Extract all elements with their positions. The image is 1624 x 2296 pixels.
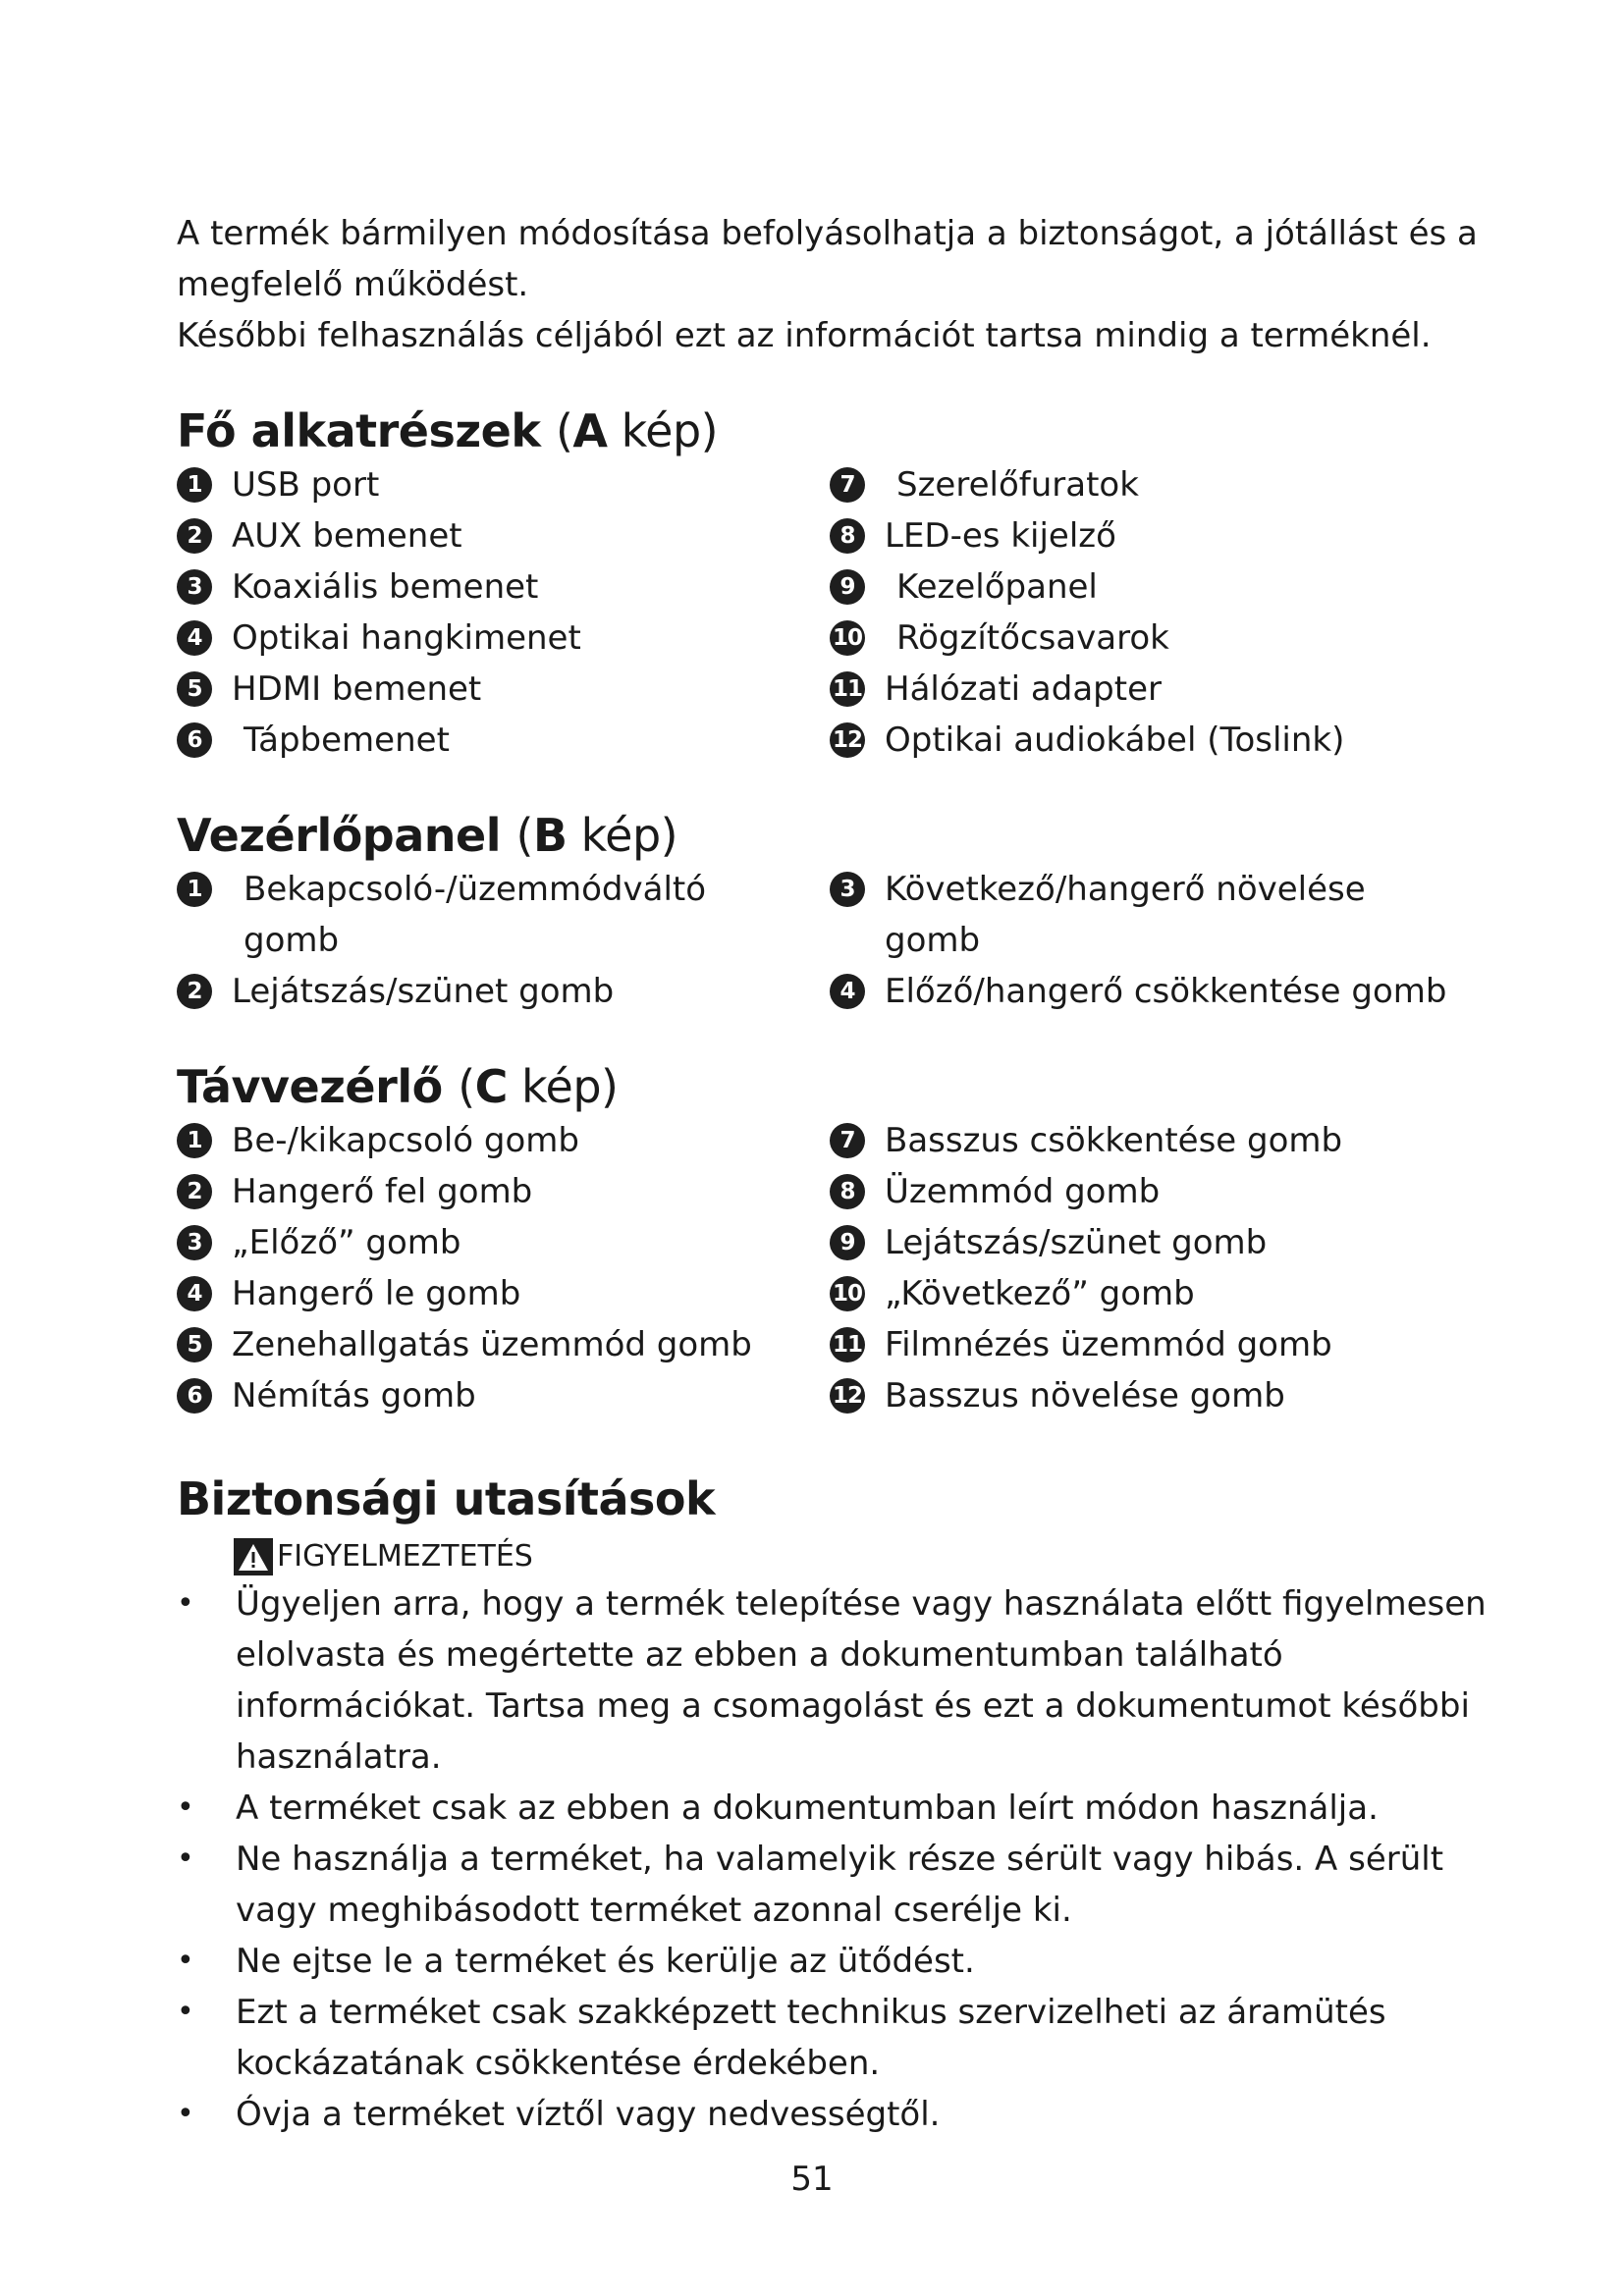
main-parts-title: Fő alkatrészek — [177, 404, 541, 457]
list-item — [830, 1115, 1483, 1166]
number-badge: 10 — [830, 620, 865, 656]
item-label: Némítás gomb — [232, 1376, 476, 1415]
list-item — [177, 1115, 830, 1166]
number-badge: 8 — [830, 1174, 865, 1209]
number-badge: 10 — [830, 1276, 865, 1311]
list-item — [177, 510, 830, 561]
item-label: Következő/hangerő növelése gomb — [885, 870, 1366, 960]
main-parts-title-rest: kép) — [607, 404, 719, 457]
list-item — [830, 1166, 1483, 1217]
item-label: Zenehallgatás üzemmód gomb — [232, 1325, 752, 1364]
list-item — [830, 1319, 1483, 1370]
remote-title-rest: kép) — [507, 1060, 619, 1113]
list-item — [177, 1217, 830, 1268]
number-badge: 2 — [177, 1174, 212, 1209]
safety-list — [177, 1578, 1487, 2140]
number-badge: 1 — [177, 872, 212, 907]
item-label: USB port — [232, 465, 380, 505]
page-number: 51 — [790, 2160, 834, 2199]
number-badge: 4 — [177, 620, 212, 656]
main-parts-left-column — [177, 459, 830, 766]
number-badge: 5 — [177, 1327, 212, 1362]
item-label: Kezelőpanel — [896, 567, 1098, 607]
intro-paragraph-1: A termék bármilyen módosítása befolyásolhatja a biztonságot, a jótállást és a megfelelő működést. — [177, 214, 1478, 304]
item-label: Rögzítőcsavarok — [896, 618, 1169, 658]
main-parts-letter: A — [572, 404, 608, 457]
remote-right-column — [830, 1115, 1483, 1421]
control-panel-title-rest: kép) — [567, 809, 678, 862]
item-label: Lejátszás/szünet gomb — [232, 972, 615, 1011]
list-item: • Ne ejtse le a terméket és kerülje az ütődést. — [177, 1936, 1492, 1987]
number-badge: 4 — [177, 1276, 212, 1311]
item-label: Bekapcsoló-/üzemmódváltó gomb — [244, 870, 707, 960]
item-label: LED-es kijelző — [885, 516, 1116, 556]
warning-icon — [234, 1538, 273, 1575]
list-item — [830, 459, 1483, 510]
list-item: • A terméket csak az ebben a dokumentumban leírt módon használja. — [177, 1783, 1492, 1834]
number-badge: 6 — [177, 722, 212, 758]
item-label: Tápbemenet — [244, 721, 450, 760]
item-label: Basszus csökkentése gomb — [885, 1121, 1343, 1160]
number-badge: 5 — [177, 671, 212, 707]
item-label: Előző/hangerő csökkentése gomb — [885, 972, 1447, 1011]
item-label: Be-/kikapcsoló gomb — [232, 1121, 579, 1160]
control-panel-right-column — [830, 864, 1483, 1017]
warning-label: FIGYELMEZTETÉS — [277, 1539, 533, 1574]
item-label: Basszus növelése gomb — [885, 1376, 1285, 1415]
item-label: Hangerő fel gomb — [232, 1172, 533, 1211]
remote-title: Távvezérlő — [177, 1060, 443, 1113]
number-badge: 8 — [830, 518, 865, 554]
remote-heading — [177, 1058, 1483, 1115]
item-label: Optikai hangkimenet — [232, 618, 581, 658]
list-item — [830, 510, 1483, 561]
list-item — [177, 1319, 830, 1370]
number-badge: 7 — [830, 1123, 865, 1158]
list-item — [830, 1217, 1483, 1268]
control-panel-list — [177, 864, 1483, 1017]
number-badge: 3 — [177, 569, 212, 605]
list-item — [177, 966, 830, 1017]
number-badge: 12 — [830, 1378, 865, 1414]
main-parts-paren: ( — [555, 404, 573, 457]
item-label: Filmnézés üzemmód gomb — [885, 1325, 1332, 1364]
list-item — [830, 715, 1483, 766]
item-label: „Következő” gomb — [885, 1274, 1195, 1313]
list-item — [177, 1370, 830, 1421]
item-label: Hangerő le gomb — [232, 1274, 521, 1313]
list-item — [830, 1268, 1483, 1319]
number-badge: 1 — [177, 1123, 212, 1158]
list-item: • Ügyeljen arra, hogy a termék telepítése vagy használata előtt figyelmesen elolvasta és megértette az ebben a dokumentumban található információkat. Tartsa meg a csomagolást és ezt a dokumentumot későbbi használatra. — [177, 1578, 1492, 1783]
control-panel-heading — [177, 807, 1483, 864]
item-label: Szerelőfuratok — [896, 465, 1139, 505]
number-badge: 11 — [830, 671, 865, 707]
remote-paren: ( — [458, 1060, 475, 1113]
list-item: • Ne használja a terméket, ha valamelyik része sérült vagy hibás. A sérült vagy meghibásodott terméket azonnal cserélje ki. — [177, 1834, 1492, 1936]
number-badge: 9 — [830, 569, 865, 605]
intro-text — [177, 208, 1483, 361]
list-item — [830, 864, 1483, 966]
item-label: HDMI bemenet — [232, 669, 482, 709]
item-label: Üzemmód gomb — [885, 1172, 1161, 1211]
list-item: • Óvja a terméket víztől vagy nedvességtől. — [177, 2089, 1492, 2140]
item-label: „Előző” gomb — [232, 1223, 461, 1262]
list-item — [177, 664, 830, 715]
number-badge: 4 — [830, 974, 865, 1009]
safety-heading: Biztonsági utasítások — [177, 1472, 716, 1525]
list-item — [177, 561, 830, 613]
number-badge: 6 — [177, 1378, 212, 1414]
intro-paragraph-2: Későbbi felhasználás céljából ezt az információt tartsa mindig a terméknél. — [177, 316, 1432, 355]
list-item: • Ezt a terméket csak szakképzett technikus szervizelheti az áramütés kockázatának csökkentése érdekében. — [177, 1987, 1492, 2089]
number-badge: 12 — [830, 722, 865, 758]
list-item — [177, 1166, 830, 1217]
control-panel-letter: B — [532, 809, 568, 862]
item-label: AUX bemenet — [232, 516, 462, 556]
number-badge: 1 — [177, 467, 212, 503]
number-badge: 2 — [177, 518, 212, 554]
number-badge: 9 — [830, 1225, 865, 1260]
list-item — [830, 664, 1483, 715]
control-panel-title: Vezérlőpanel — [177, 809, 501, 862]
list-item — [830, 613, 1483, 664]
number-badge: 3 — [177, 1225, 212, 1260]
main-parts-list — [177, 459, 1483, 766]
list-item — [830, 966, 1483, 1017]
remote-left-column — [177, 1115, 830, 1421]
list-item — [177, 613, 830, 664]
list-item — [177, 459, 830, 510]
remote-letter: C — [474, 1060, 508, 1113]
number-badge: 3 — [830, 872, 865, 907]
item-label: Hálózati adapter — [885, 669, 1162, 709]
list-item — [830, 561, 1483, 613]
control-panel-left-column — [177, 864, 830, 1017]
list-item — [830, 1370, 1483, 1421]
number-badge: 7 — [830, 467, 865, 503]
list-item — [177, 1268, 830, 1319]
control-panel-paren: ( — [515, 809, 533, 862]
item-label: Koaxiális bemenet — [232, 567, 539, 607]
item-label: Lejátszás/szünet gomb — [885, 1223, 1268, 1262]
remote-list — [177, 1115, 1483, 1421]
list-item — [177, 715, 830, 766]
number-badge: 2 — [177, 974, 212, 1009]
list-item — [177, 864, 830, 966]
warning-line — [234, 1535, 1483, 1578]
manual-page — [177, 208, 1487, 2140]
main-parts-heading — [177, 402, 1483, 459]
main-parts-right-column — [830, 459, 1483, 766]
number-badge: 11 — [830, 1327, 865, 1362]
item-label: Optikai audiokábel (Toslink) — [885, 721, 1345, 760]
